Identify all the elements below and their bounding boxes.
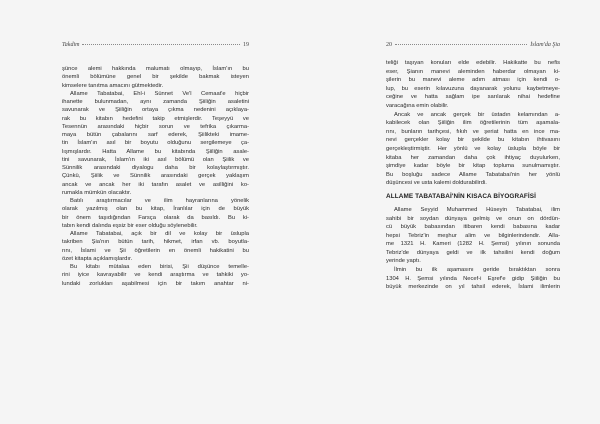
- text-line: ceğine ve hatta sağlam ipe sarılarak nihai hedefine: [386, 94, 560, 101]
- text-line: takriben Şia'nın bütün tarih, hikmet, irfan vb. boyutla-: [62, 239, 249, 246]
- text-line: varacağına emin olabilir.: [386, 102, 449, 109]
- paragraph: [386, 206, 560, 266]
- running-head-title: Takdim: [62, 42, 80, 48]
- text-line: Tesennün arasındaki hiçbir sorun ve tefrika çıkarma-: [62, 123, 249, 130]
- paragraph: [386, 266, 560, 292]
- leader-dots: [82, 44, 240, 45]
- paragraph: [62, 263, 249, 288]
- text-line: nevi gerçekler kolay bir şekilde bu kitabın ihtivasını: [386, 137, 560, 144]
- left-page: [62, 42, 249, 288]
- text-line: tini savunarak, İslam'ın iki asıl bölümü olan Şiilik ve: [62, 156, 249, 163]
- text-line: rını, İslami ve Şii öğretilerin en önemli hakikatini bu: [62, 247, 249, 254]
- text-line: şilerin bu manevi aleme adım atması için kendi o-: [386, 77, 560, 84]
- text-line: kimselere tanıtma amacını gütmektedir.: [62, 82, 164, 89]
- text-line: olarak yazılmış olan bu kitap, İranlılar için de büyük: [62, 206, 249, 213]
- text-line: savunarak ve Şiiliğin ortaya çıkma nedenini açıklaya-: [62, 107, 249, 114]
- text-line: ancak ve ancak her iki tarafın asalet ve asilliğini ko-: [62, 181, 249, 188]
- section-body: [386, 206, 560, 292]
- text-line: me 1321 H. Kameri (1282 H. Şemsi) yılının sonunda: [386, 241, 560, 248]
- text-line: şünce alemi hakkında malumatı olmayıp, İslam'ın bu: [62, 66, 249, 72]
- text-line: düşüncesi ve usta kalemi doldurabilirdi.: [386, 180, 487, 187]
- text-line: rını, bunların tarihçesi, fıkıh ve şeriat hatta en ince ma-: [386, 128, 560, 135]
- running-head-title: İslam'da Şia: [530, 42, 560, 48]
- text-line: Bu boşluğu sadece Allame Tabatabai'nin her yönlü: [386, 171, 560, 178]
- text-line: Allame Seyyid Muhammed Hüseyin Tabatabai, ilim: [394, 206, 560, 213]
- paragraph: [62, 197, 249, 230]
- text-line: önemli bölümüne genel bir şekilde bakmak isteyen: [62, 74, 249, 81]
- text-line: büyük merkezinde on yıl tahsil ederek, İslami ilimlerin: [386, 284, 560, 291]
- running-head: [62, 42, 249, 51]
- paragraph: [386, 59, 560, 111]
- text-line: yerinde yaptı.: [386, 258, 421, 265]
- text-line: Sünnilik arasındaki diyalogu daha bir kolaylaştırmıştır.: [62, 165, 249, 171]
- text-line: teliği taşıyan konuları elde edebilir. Hakikatte bu nefis: [386, 60, 560, 66]
- text-line: Ancak ve ancak gerçek bir üstadın kelamından a-: [394, 111, 560, 118]
- page-body: [62, 65, 249, 288]
- paragraph: [62, 65, 249, 90]
- right-page: [386, 42, 560, 292]
- text-line: Çünkü, Şiilik ve Sünnilik arasındaki gerçek yaklaşım: [62, 173, 249, 180]
- text-line: kabilecek olan Şiiliğin ilim öğretilerinin tüm aşamala-: [386, 120, 560, 127]
- text-line: 1304 H. Şemsi yılında Necef-i Eşref'e gidip Şiiliğin bu: [386, 275, 560, 282]
- text-line: ihanette bulunmadan, aynı zamanda Şiiliğin asaletini: [62, 99, 249, 105]
- text-line: kitaba her zamandan daha çok ihtiyaç duyulurken,: [386, 154, 560, 161]
- text-line: tabın kendi dalında eşsiz bir eser olduğu söylenebilir.: [62, 222, 198, 229]
- paragraph: [386, 111, 560, 188]
- page-number: 19: [243, 42, 249, 48]
- text-line: Bu kitabı mütalaa eden birisi, Şii düşünce temelle-: [70, 264, 249, 270]
- text-line: rini iyice kavrayabilir ve kendi araştırma ve tahkiki yo-: [62, 272, 249, 279]
- text-line: gerçekleştirmiştir. Her yönlü ve kolay üslupla böyle bir: [386, 145, 560, 152]
- section-heading: ALLAME TABATABAİ'NİN KISACA BİYOGRAFİSİ: [386, 192, 537, 200]
- text-line: rak bu kitabın hedefini takip etmişlerdir. Teşeyyü ve: [62, 115, 249, 122]
- page-number: 20: [386, 42, 392, 48]
- paragraph: [62, 230, 249, 263]
- text-line: lışmışlardır. Hatta Allame bu kitabında Şiiliğin asale-: [62, 148, 249, 155]
- running-head: [386, 42, 560, 51]
- text-line: eser, Şianın manevi aleminden haberdar olmayan ki-: [386, 68, 560, 75]
- text-line: maya bütün çabalarını sarf ederek, Şiilikteki imame-: [62, 132, 249, 138]
- text-line: şimdiye kadar böyle bir kitap topluma sunulmamıştır.: [386, 163, 560, 170]
- text-line: lundaki zorlukları aşabilmesi için bir takım anahtar ni-: [62, 280, 249, 287]
- text-line: Batılı araştırmacılar ve ilim hayranlarına yönelik: [70, 198, 249, 204]
- paragraph: [62, 90, 249, 197]
- leader-dots: [395, 44, 527, 45]
- text-line: bir önem taşıdığından Farsça olarak da basıldı. Bu ki-: [62, 214, 249, 221]
- text-line: Tebriz'de dünyaya geldi ve ilk tahsilini kendi doğum: [386, 249, 560, 256]
- text-line: hepsi Tebriz'in meşhur alim ve bilginlerindendir. Alla-: [386, 232, 560, 239]
- text-line: cü büyük babasından itibaren kendi babasına kadar: [386, 224, 560, 231]
- text-line: tin İslam'ın asıl bir boyutu olduğunu sergilemeye ça-: [62, 140, 249, 147]
- text-line: sahibi bir soydan dünyaya gelmiş ve onun on dördün-: [386, 215, 560, 222]
- text-line: lup, bu eserin kılavuzuna dayanarak yolunu kaybetmeye-: [386, 85, 560, 92]
- text-line: Allame Tabatabai, Ehl-i Sünnet Ve'l Cemaat'e hiçbir: [70, 90, 249, 97]
- text-line: rumakla mümkün olacaktır.: [62, 189, 132, 196]
- text-line: İlmin bu ilk aşamasını geride bıraktıktan sonra: [394, 267, 560, 274]
- text-line: özet kitapta açıklamışlardır.: [62, 255, 133, 262]
- page-body: [386, 59, 560, 188]
- text-line: Allame Tabatabai, açık bir dil ve kolay bir üslupla: [70, 231, 249, 237]
